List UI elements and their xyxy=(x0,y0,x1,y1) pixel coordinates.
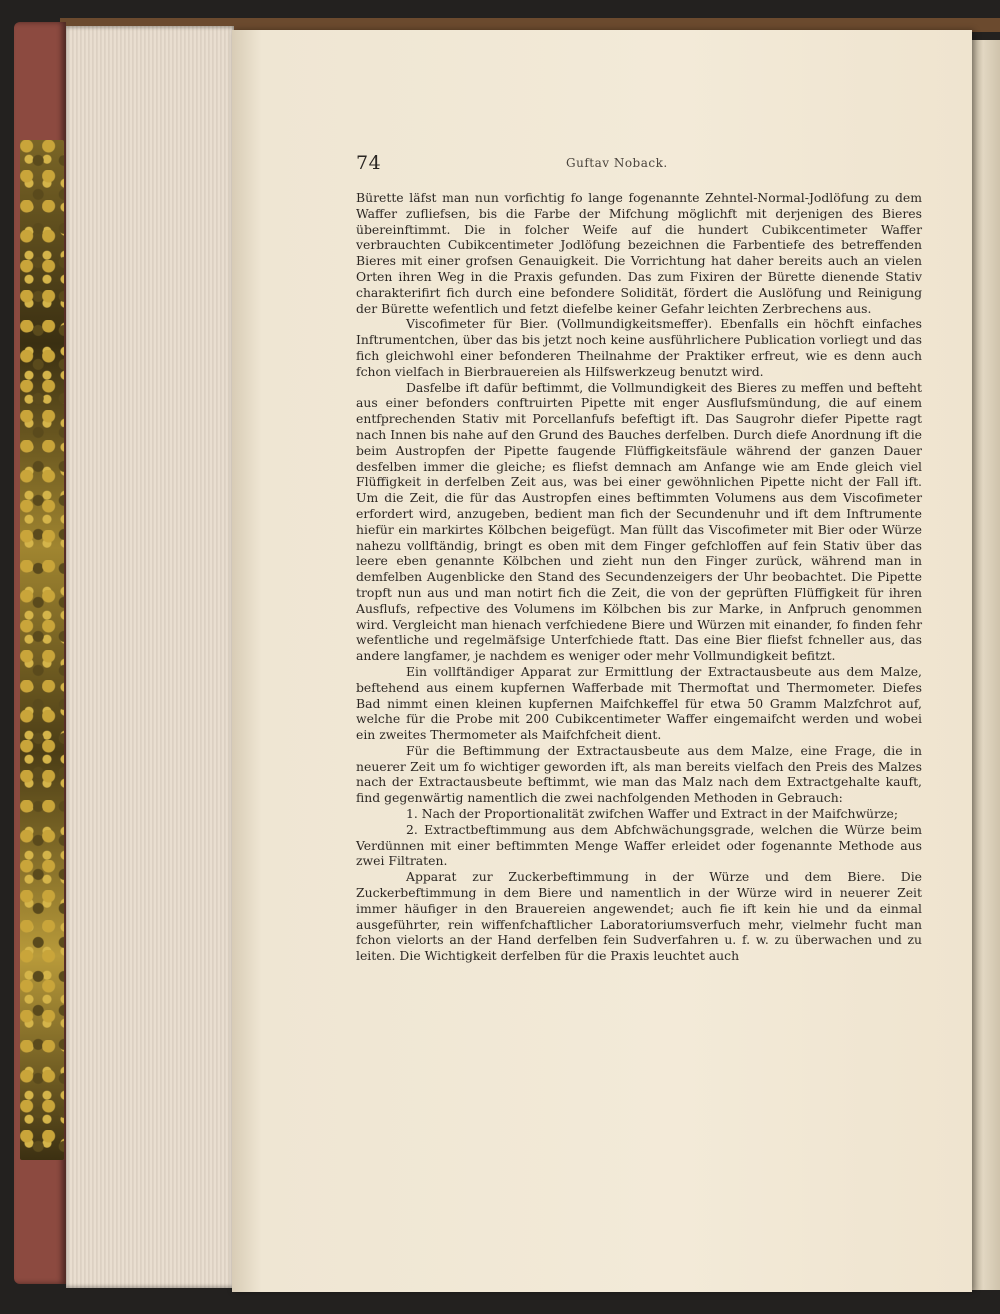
paragraph: Viscofimeter für Bier. (Vollmundigkeitsmeffer). Ebenfalls ein höchft einfaches Inftrumentchen, über das bis jetzt noch keine ausführlichere Publication vorliegt und das fich gleichwohl einer befonderen Theilnahme der Praktiker erfreut, wie es denn auch fchon vielfach in Bierbrauereien als Hilfswerkzeug benutzt wird. xyxy=(356,316,922,379)
list-item: 1. Nach der Proportionalität zwifchen Waffer und Extract in der Maifchwürze; xyxy=(406,806,898,822)
paragraph: Bürette läfst man nun vorfichtig fo lange fogenannte Zehntel-Normal-Jodlöfung zu dem Waffer zufliefsen, bis die Farbe der Mifchung möglichft mit derjenigen des Bieres übereinftimmt. Die in folcher Weife auf die hundert Cubikcentimeter Waffer verbrauchten Cubikcentimeter Jodlöfung bezeichnen die Farbentiefe des betreffenden Bieres mit einer grofsen Genauigkeit. Die Vorrichtung hat daher bereits auch an vielen Orten ihren Weg in die Praxis gefunden. Das zum Fixiren der Bürette dienende Stativ charakterifirt fich durch eine befondere Solidität, fördert die Auslöfung und Reinigung der Bürette wefentlich und fetzt diefelbe keiner Gefahr leichten Zerbrechens aus. xyxy=(356,190,922,316)
header-author: Guftav Noback. xyxy=(566,156,668,170)
paragraph: Apparat zur Zuckerbeftimmung in der Würze und dem Biere. Die Zuckerbeftimmung in dem Biere und namentlich in der Würze wird in neuerer Zeit immer häufiger in den Brauereien angewendet; auch fie ift kein hie und da einmal ausgeführter, rein wiffenfchaftlicher Laboratoriumsverfuch mehr, vielmehr fucht man fchon vielorts an der Hand derfelben fein Sudverfahren u. f. w. zu überwachen und zu leiten. Die Wichtigkeit derfelben für die Praxis leuchtet auch xyxy=(356,869,922,964)
next-page-edge xyxy=(972,40,1000,1290)
list-item: 2. Extractbeftimmung aus dem Abfchwächungsgrade, welchen die Würze beim Verdünnen mit einer beftimmten Menge Waffer erleidet oder fogenannte Methode aus zwei Filtraten. xyxy=(356,821,922,869)
paragraph: Für die Beftimmung der Extractausbeute aus dem Malze, eine Frage, die in neuerer Zeit um fo wichtiger geworden ift, als man bereits vielfach den Preis des Malzes nach der Extractausbeute beftimmt, wie man das Malz nach dem Extractgehalte kauft, find gegenwärtig namentlich die zwei nachfolgenden Methoden in Gebrauch: xyxy=(356,742,922,806)
body-text xyxy=(356,190,922,964)
page-stack-edge xyxy=(66,26,234,1288)
book-page xyxy=(232,30,972,1292)
paragraph: Ein vollftändiger Apparat zur Ermittlung der Extractausbeute aus dem Malze, beftehend aus einem kupfernen Wafferbade mit Thermoftat und Thermometer. Diefes Bad nimmt einen kleinen kupfernen Maifchkeffel für etwa 50 Gramm Malzfchrot auf, welche für die Probe mit 200 Cubikcentimeter Waffer eingemaifcht werden und wobei ein zweites Thermometer als Maifchfcheit dient. xyxy=(356,663,922,743)
marbled-endpaper xyxy=(20,140,64,1160)
running-head xyxy=(356,152,826,182)
paragraph: Dasfelbe ift dafür beftimmt, die Vollmundigkeit des Bieres zu meffen und befteht aus einer befonders conftruirten Pipette mit enger Ausflufsmündung, die auf einem entfprechenden Stativ mit Porcellanfufs befeftigt ift. Das Saugrohr diefer Pipette ragt nach Innen bis nahe auf den Grund des Bauches derfelben. Durch diefe Anordnung ift die beim Austropfen der Pipette faugende Flüffigkeitsfäule während der ganzen Dauer desfelben immer die gleiche; es fliefst demnach am Anfange wie am Ende gleich viel Flüffigkeit in derfelben Zeit aus, was bei einer gewöhnlichen Pipette nicht der Fall ift. Um die Zeit, die für das Austropfen eines beftimmten Volumens aus dem Viscofimeter erfordert wird, anzugeben, bedient man fich der Secundenuhr und ift dem Inftrumente hiefür ein markirtes Kölbchen beigefügt. Man füllt das Viscofimeter mit Bier oder Würze nahezu vollftändig, bringt es oben mit dem Finger gefchloffen auf fein Stativ über das leere eben genannte Kölbchen und zieht nun den Finger zurück, während man in demfelben Augenblicke den Stand des Secundenzeigers der Uhr beobachtet. Die Pipette tropft nun aus und man notirt fich die Zeit, die von der geprüften Flüffigkeit für ihren Ausflufs, refpective des Volumens im Kölbchen bis zur Marke, in Anfpruch genommen wird. Vergleicht man hienach verfchiedene Biere und Würzen mit einander, fo finden fehr wefentliche und regelmäfsige Unterfchiede ftatt. Das eine Bier fliefst fchneller aus, das andere langfamer, je nachdem es weniger oder mehr Vollmundigkeit befitzt. xyxy=(356,379,922,664)
page-number: 74 xyxy=(356,152,382,174)
